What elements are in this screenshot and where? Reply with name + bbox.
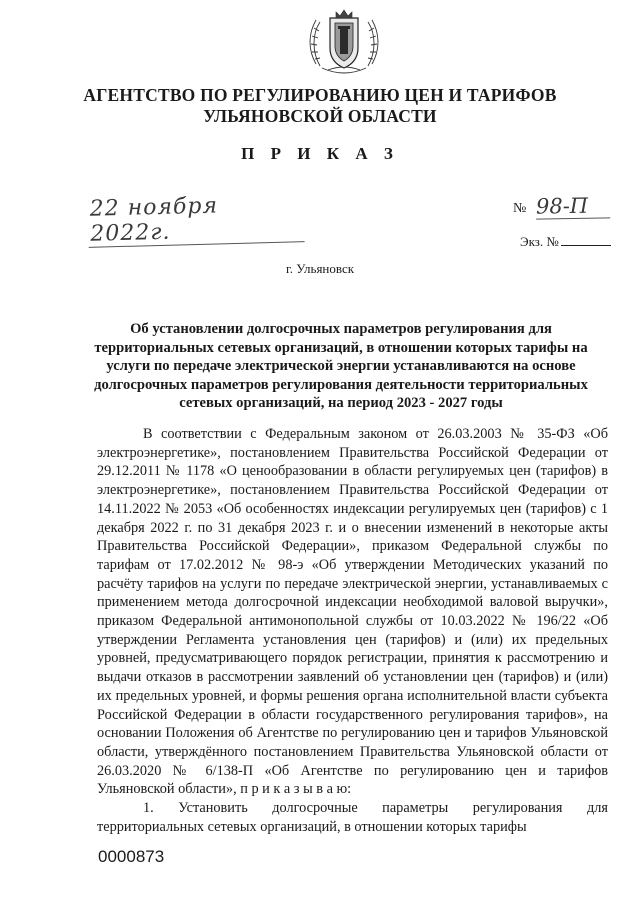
copy-number-blank	[561, 233, 611, 246]
copy-number-field	[520, 233, 611, 250]
clause-1-paragraph: 1. Установить долгосрочные параметры регулирования для территориальных сетевых организаций, в отношении которых тарифы	[97, 800, 608, 835]
agency-name-line2: УЛЬЯНОВСКОЙ ОБЛАСТИ	[203, 106, 437, 126]
order-body	[97, 425, 608, 836]
handwritten-order-number: 98-П	[536, 193, 610, 219]
document-type-title: П Р И К А З	[241, 144, 399, 163]
page-serial-number: 0000873	[98, 847, 165, 866]
handwritten-date: 22 ноября 2022г.	[87, 191, 304, 248]
order-subject-heading: Об установлении долгосрочных параметров регулирования для территориальных сетевых организаций, в отношении которых тарифы на услуги по передаче электрической энергии устанавливаются на основе долгосрочных параметров регулирования деятельности территориальных сетевых организаций, на период 2023 - 2027 годы	[94, 321, 588, 411]
preamble-paragraph: В соответствии с Федеральным законом от 26.03.2003 № 35-ФЗ «Об электроэнергетике», постановлением Правительства Российской Федерации от 29.12.2011 № 1178 «О ценообразовании в области регулируемых цен (тарифов) в электроэнергетике», постановлением Правительства Российской Федерации от 14.11.2022 № 2053 «Об особенностях индексации регулируемых цен (тарифов) с 1 декабря 2022 г. по 31 декабря 2023 г. и о внесении изменений в некоторые акты Правительства Российской Федерации», приказом Федеральной службы по тарифам от 17.02.2012 № 98-э «Об утверждении Методических указаний по расчёту тарифов на услуги по передаче электрической энергии, устанавливаемых с применением метода долгосрочной индексации необходимой валовой выручки», приказом Федеральной антимонопольной службы от 10.03.2022 № 196/22 «Об утверждении Регламента установления цен (тарифов) и (или) их предельных уровней, предусматривающего порядок регистрации, принятия к рассмотрению и выдачи отказов в рассмотрении заявлений об установлении цен (тарифов) и (или) их предельных уровней, и формы решения органа исполнительной власти субъекта Российской Федерации в области государственного регулирования тарифов», на основании Положения об Агентстве по регулированию цен и тарифов Ульяновской области, утверждённого постановлением Правительства Ульяновской области от 26.03.2020 № 6/138-П «Об Агентстве по регулированию цен и тарифов Ульяновской области», п р и к а з ы в а ю:	[97, 426, 608, 798]
copy-number-label: Экз. №	[520, 234, 559, 249]
agency-name-line1: АГЕНТСТВО ПО РЕГУЛИРОВАНИЮ ЦЕН И ТАРИФОВ	[83, 85, 557, 105]
order-number-label: №	[513, 201, 527, 216]
coat-of-arms-icon	[302, 6, 386, 82]
city-line: г. Ульяновск	[285, 261, 355, 276]
